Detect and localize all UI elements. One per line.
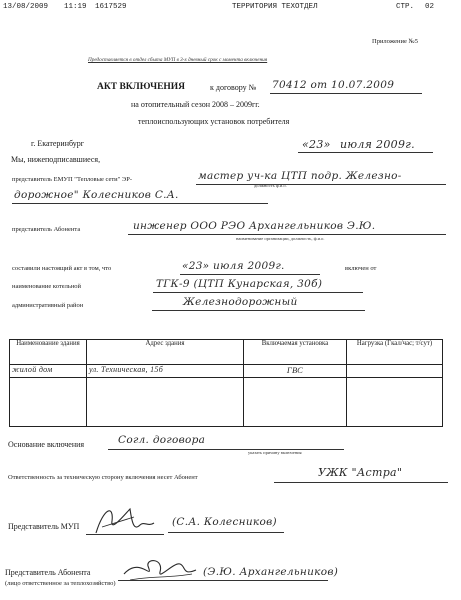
- sign-subscriber-label-2: (лицо ответственное за теплохозяйство): [5, 580, 116, 587]
- sign-mup-name: (С.А. Колесников): [172, 516, 277, 528]
- compiled-date: «23» июля 2009г.: [182, 260, 285, 272]
- rep-emup-line-1: [196, 184, 446, 185]
- cell-load: [347, 365, 443, 378]
- fax-time: 11:19: [64, 3, 87, 11]
- we-undersigned: Мы, нижеподписавшиеся,: [11, 155, 101, 164]
- fax-page-label: СТР.: [396, 3, 415, 11]
- season-line: на отопительный сезон 2008 – 2009гг.: [131, 100, 260, 109]
- responsibility-label: Ответственность за техническую сторону включения несет Абонент: [8, 474, 198, 481]
- contract-number: 70412 от 10.07.2009: [272, 79, 395, 91]
- signature-subscriber-mark: [120, 552, 200, 588]
- fax-sender: ТЕРРИТОРИЯ ТЕХОТДЕЛ: [232, 3, 318, 11]
- rep-subscriber-line: [128, 234, 446, 235]
- table-row: [10, 365, 443, 378]
- cell-installation: ГВС: [244, 365, 347, 378]
- sign-subscriber-line: [118, 580, 202, 581]
- col-installation: Включаемая установка: [244, 340, 347, 365]
- sign-mup-line: [86, 534, 164, 535]
- act-month-year: июля 2009г.: [340, 138, 415, 151]
- fax-number: 1617529: [95, 3, 127, 11]
- city: г. Екатеринбург: [31, 139, 85, 148]
- basis-label: Основание включения: [8, 440, 85, 449]
- contract-text: к договору №: [210, 83, 257, 92]
- basis-value: Согл. договора: [118, 434, 206, 446]
- district-label: административный район: [12, 302, 84, 309]
- col-load: Нагрузка (Гкал/час; т/сут): [347, 340, 443, 365]
- basis-line: [108, 449, 344, 450]
- basis-caption: указать причину включения: [248, 450, 302, 455]
- col-address: Адрес здания: [87, 340, 244, 365]
- rep-emup-line-2: [12, 203, 268, 204]
- act-title: АКТ ВКЛЮЧЕНИЯ: [97, 82, 186, 92]
- sign-subscriber-name-line: [200, 580, 328, 581]
- rep-subscriber-label: представитель Абонента: [12, 226, 81, 233]
- cell-building-name: жилой дом: [10, 365, 87, 378]
- sign-mup-label: Представитель МУП: [8, 522, 80, 531]
- responsibility-value: УЖК "Астра": [318, 466, 403, 479]
- sign-subscriber-label-1: Представитель Абонента: [5, 568, 91, 577]
- notice-text: Предоставляется в отдел сбыта МУП в 3-х дневный срок с момента включения: [88, 57, 268, 63]
- installations-table: [9, 339, 443, 427]
- date-line: [298, 152, 433, 153]
- boiler-line: [153, 292, 363, 293]
- boiler-value: ТГК-9 (ЦТП Кунарская, 30б): [156, 278, 323, 290]
- rep-emup-value-2: дорожное" Колесников С.А.: [14, 189, 179, 201]
- rep-emup-value-1: мастер уч-ка ЦТП подр. Железно-: [198, 170, 402, 182]
- act-day: «23»: [302, 138, 331, 151]
- compiled-after: включен от: [345, 265, 377, 272]
- district-line: [152, 310, 365, 311]
- rep-subscriber-caption: наименование организации, должность, ф.и.о.: [236, 236, 325, 241]
- subject-line: теплоиспользующих установок потребителя: [138, 117, 290, 126]
- rep-emup-label: представитель ЕМУП "Тепловые сети" ЭР-: [12, 176, 132, 183]
- compiled-date-line: [180, 274, 320, 275]
- table-header-row: [10, 340, 443, 365]
- fax-page-number: 02: [425, 3, 435, 11]
- fax-date: 13/08/2009: [3, 3, 49, 11]
- rep-subscriber-value: инженер ООО РЭО Архангельников Э.Ю.: [133, 220, 376, 232]
- table-row: [10, 378, 443, 427]
- cell-address: ул. Техническая, 15б: [87, 365, 244, 378]
- sign-mup-name-line: [168, 532, 284, 533]
- boiler-label: наименование котельной: [12, 283, 82, 290]
- district-value: Железнодорожный: [183, 296, 298, 308]
- responsibility-line: [274, 482, 448, 483]
- contract-number-line: [270, 93, 422, 94]
- col-building-name: Наименование здания: [10, 340, 87, 365]
- appendix-label: Приложение №5: [372, 38, 418, 45]
- sign-subscriber-name: (Э.Ю. Архангельников): [203, 566, 339, 578]
- compiled-text: составили настоящий акт в том, что: [12, 265, 112, 272]
- rep-emup-caption: должность ф.и.о.: [254, 183, 287, 188]
